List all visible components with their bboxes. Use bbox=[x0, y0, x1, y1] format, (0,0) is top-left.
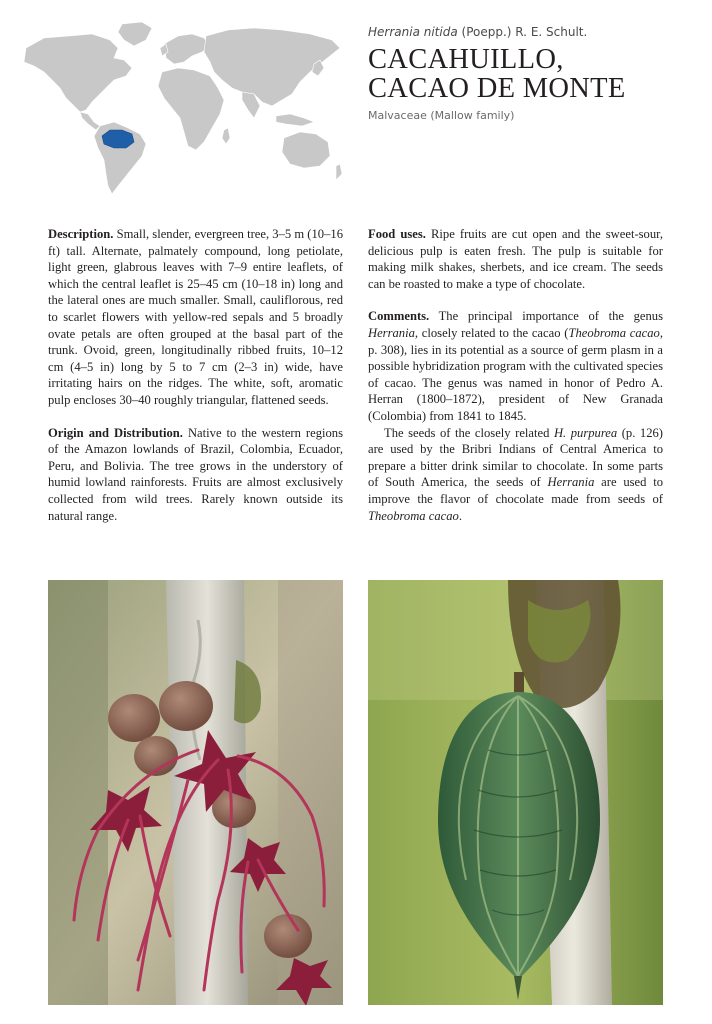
comments-p2-italic-3: Theobroma cacao bbox=[368, 508, 459, 523]
comments-p2-text-1: The seeds of the closely related bbox=[384, 425, 554, 440]
world-map-graphic bbox=[14, 18, 344, 196]
map-madagascar bbox=[222, 128, 230, 144]
authority: (Poepp.) R. E. Schult. bbox=[461, 25, 588, 39]
description-paragraph bbox=[48, 226, 343, 409]
title-line-2: CACAO DE MONTE bbox=[368, 73, 626, 104]
comments-p2-italic-2: Herrania bbox=[547, 475, 595, 490]
fruit-photo bbox=[368, 580, 663, 1005]
species-header bbox=[368, 24, 688, 122]
scientific-name: Herrania nitida bbox=[368, 25, 458, 39]
right-text-column bbox=[368, 226, 663, 540]
comments-p2-text-3: are used to improve the flavor of chocolate made from seeds of bbox=[368, 475, 663, 506]
comments-paragraph-2 bbox=[368, 425, 663, 525]
food-uses-paragraph bbox=[368, 226, 663, 292]
description-heading: Description. bbox=[48, 227, 114, 241]
comments-text-3: , p. 308), lies in its potential as a source of germ plasm in a possible hybridization program with the cultivated species of cacao. The genus was named in honor of Pedro A. Herran (1800–1872), president of New Granada (Colombia) from 1841 to 1845. bbox=[368, 325, 664, 423]
range-area bbox=[102, 130, 134, 148]
comments-genus-italic: Herrania bbox=[368, 325, 415, 340]
comments-heading: Comments. bbox=[368, 309, 430, 324]
map-new-zealand bbox=[336, 164, 342, 180]
map-indonesia bbox=[276, 114, 314, 126]
scientific-name-line bbox=[368, 24, 688, 40]
comments-p2-text-2: (p. 126) are used by the Bribri Indians of Central America to prepare a bitter drink similar to chocolate. In some parts of South America, the seeds of bbox=[368, 425, 663, 490]
origin-text: Native to the western regions of the Amazon lowlands of Brazil, Colombia, Ecuador, Peru, and Bolivia. The tree grows in the understory of humid lowland rainforests. Fruits are almost exclusively collected from wild trees. Rarely known outside its natural range. bbox=[48, 425, 344, 523]
title-line-1: CACAHUILLO, bbox=[368, 44, 564, 75]
comments-p2-italic-1: H. purpurea bbox=[553, 425, 618, 440]
comments-text-2: , closely related to the cacao ( bbox=[414, 325, 569, 340]
food-uses-text: Ripe fruits are cut open and the sweet-sour, delicious pulp is eaten fresh. The pulp is suitable for making milk shakes, sherbets, and ice cream. The seeds can be roasted to make a type of chocolate. bbox=[368, 227, 663, 291]
origin-heading: Origin and Distribution. bbox=[48, 425, 183, 440]
comments-p2-text-4: . bbox=[458, 508, 462, 523]
left-text-column bbox=[48, 226, 343, 540]
food-uses-heading: Food uses. bbox=[368, 227, 426, 241]
map-europe bbox=[164, 34, 210, 64]
fruit-photo-graphic bbox=[368, 580, 663, 1005]
flowers-photo bbox=[48, 580, 343, 1005]
comments-paragraph bbox=[368, 308, 663, 424]
comments-text-1: The principal importance of the genus bbox=[429, 309, 663, 324]
map-greenland bbox=[118, 22, 152, 46]
distribution-map bbox=[14, 18, 344, 196]
map-central-america bbox=[80, 112, 100, 130]
map-africa bbox=[158, 68, 224, 150]
map-north-america bbox=[24, 34, 132, 112]
map-australia bbox=[282, 132, 330, 168]
comments-theobroma-italic: Theobroma cacao bbox=[568, 325, 660, 340]
description-text: Small, slender, evergreen tree, 3–5 m (10–16 ft) tall. Alternate, palmately compound, long petiolate, light green, glabrous leaves with 7–9 entire leaflets, of which the central leaflet is 25–45 cm (10–18 in) long and the lateral ones are much smaller. Small, cauliflorous, red to scarlet flowers with yellow-red sepals and 5 broadly ovate petals are often grouped at the basal part of the trunk. Ovoid, green, longitudinally ribbed fruits, 10–12 cm (4–5 in) long by 5 to 7 cm (2–3 in) wide, have irritating hairs on the ridges. The white, soft, aromatic pulp encloses 30–40 roughly triangular, flattened seeds. bbox=[48, 227, 343, 407]
common-name-title bbox=[368, 45, 688, 103]
flowers-photo-graphic bbox=[48, 580, 343, 1005]
origin-paragraph bbox=[48, 425, 343, 525]
family-name: Malvaceae (Mallow family) bbox=[368, 109, 515, 122]
